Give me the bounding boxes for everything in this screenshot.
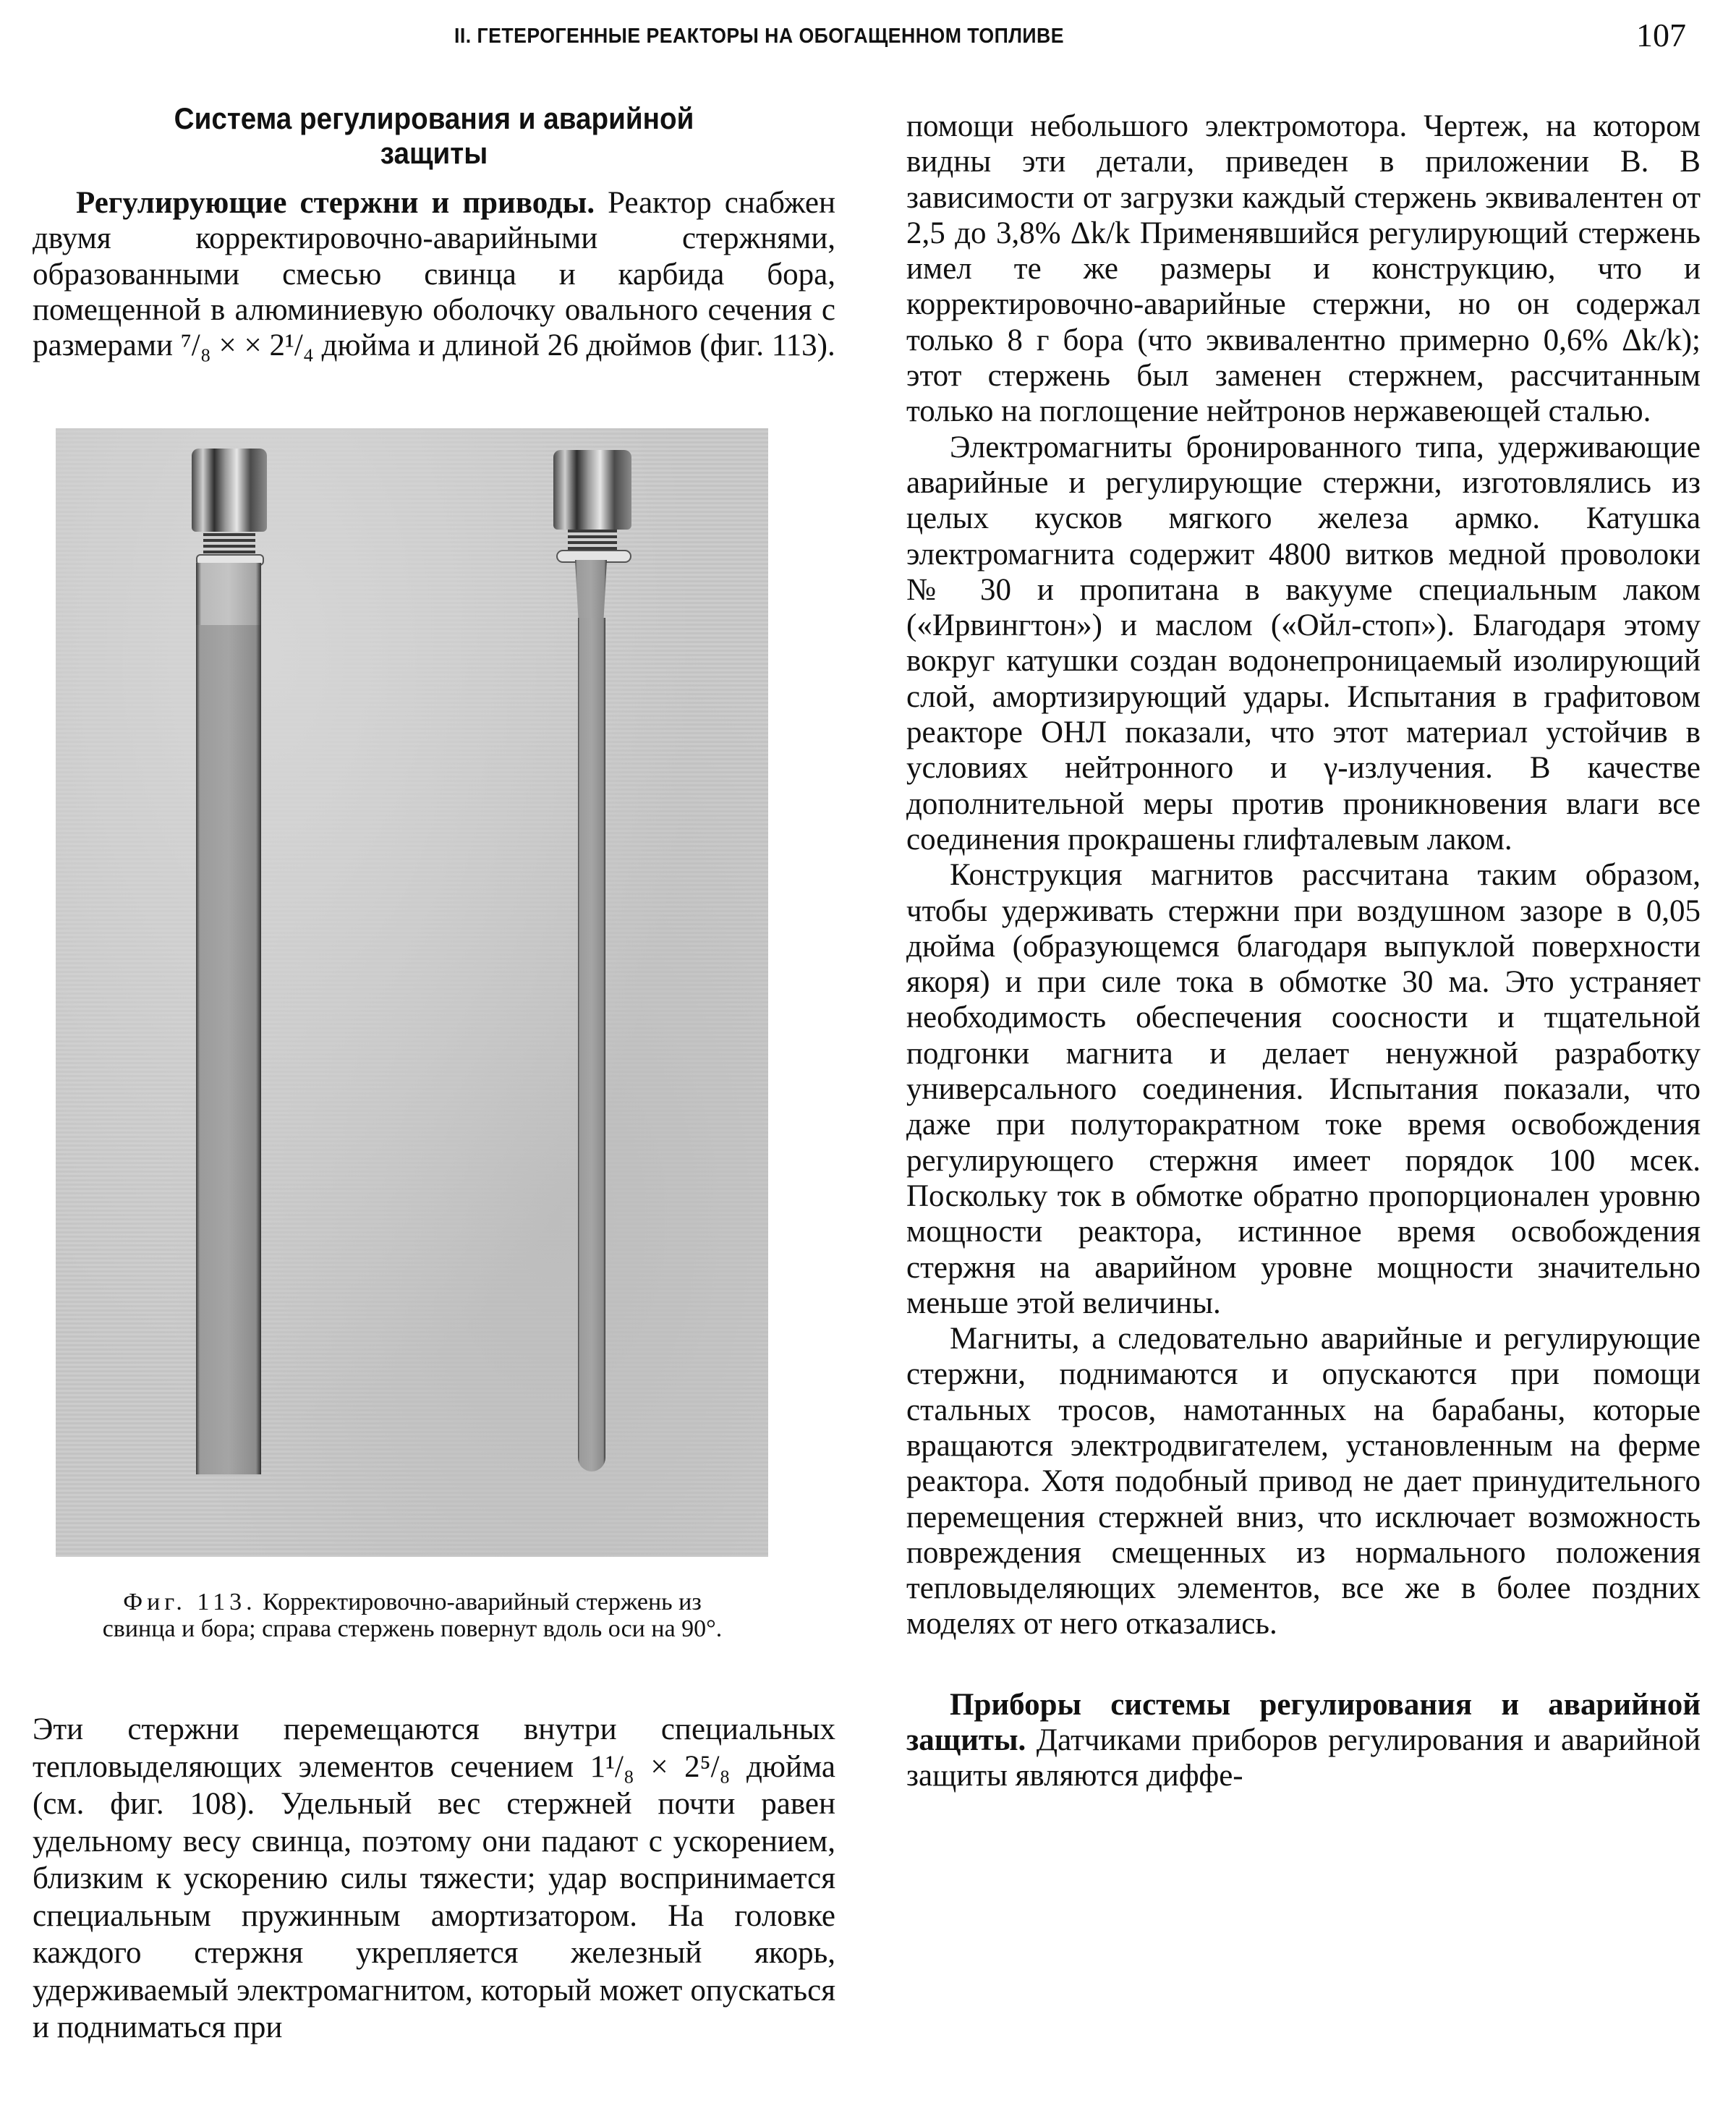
rod-left-icon xyxy=(192,449,271,1476)
figure-caption xyxy=(87,1589,738,1642)
right-column xyxy=(906,109,1701,1794)
left-column xyxy=(33,101,835,363)
paragraph-drive: Магниты, а следовательно аварийные и регулирующие стержни, поднимаются и опускаются при помощи стальных тросов, намотанных на барабаны, которые вращаются электродвигателем, установленным на ферме реактора. Хотя подобный привод не дает принудительного перемещения стержней вниз, что исключает возможность повреждения смещенных из нормального положения тепловыделяющих элементов, все же в более поздних моделях от него отказались. xyxy=(906,1322,1701,1641)
left-column-lower xyxy=(33,1711,835,2047)
figure-label: Фиг. 113. xyxy=(123,1589,257,1615)
rod-right-icon xyxy=(553,450,640,1477)
paragraph-control-rods xyxy=(33,185,835,363)
run-in-heading: Регулирующие стержни и приводы. xyxy=(76,186,595,220)
paragraph-continued: помощи небольшого электромотора. Чертеж, на котором видны эти детали, приведен в приложении В. В зависимости от загрузки каждый стержень эквивалентен от 2,5 до 3,8% Δk/k Применявшийся регулирующий стержень имел те же размеры и конструкцию, что и корректировочно-аварийные стержни, но он содержал только 8 г бора (что эквивалентно примерно 0,6% Δk/k); этот стержень был заменен стержнем, рассчитанным только на поглощение нейтронов нержавеющей сталью. xyxy=(906,109,1701,429)
paragraph-text: Реактор снабжен двумя корректировочно-аварийными стержнями, образованными смесью свинца и карбида бора, помещенной в алюминиевую оболочку овального сечения с размерами ⁷/₈ × × 2¹/₄ дюйма и длиной 26 дюймов (фиг. 113). xyxy=(33,186,836,363)
page-number: 107 xyxy=(1636,17,1686,54)
paragraph-magnet-design: Конструкция магнитов рассчитана таким образом, чтобы удерживать стержни при воздушном зазоре в 0,05 дюйма (образующемся благодаря выпуклой поверхности якоря) и при силе тока в обмотке 30 ма. Это устраняет необходимость обеспечения соосности и тщательной подгонки магнита и делает ненужной разработку универсального соединения. Испытания показали, что даже при полуторакратном токе время освобождения регулирующего стержня имеет порядок 100 мсек. Поскольку ток в обмотке обратно пропорционален уровню мощности реактора, истинное время освобождения стержня на аварийном уровне мощности значительно меньше этой величины. xyxy=(906,858,1701,1320)
section-title-line2: защиты xyxy=(380,136,488,170)
run-in-heading: Приборы системы регулирования и аварийной защиты. xyxy=(906,1687,1701,1758)
section-title xyxy=(64,101,803,171)
caption-text: Корректировочно-аварийный стержень из свинца и бора; справа стержень повернут вдоль оси на 90°. xyxy=(102,1589,723,1642)
paragraph-instruments xyxy=(906,1687,1701,1794)
paragraph-text: Датчиками приборов регулирования и аварийной защиты являются диффе- xyxy=(906,1723,1701,1793)
paragraph-electromagnets: Электромагниты бронированного типа, удерживающие аварийные и регулирующие стержни, изготовлялись из целых кусков мягкого железа армко. Катушка электромагнита содержит 4800 витков медной проволоки № 30 и пропитана в вакууме специальным лаком («Ирвингтон») и маслом («Ойл-стоп»). Благодаря этому вокруг катушки создан водонепроницаемый изолирующий слой, амортизирующий удары. Испытания в графитовом реакторе ОНЛ показали, что этот материал устойчив в условиях нейтронного и γ-излучения. В качестве дополнительной меры против проникновения влаги все соединения прокрашены глифталевым лаком. xyxy=(906,430,1701,857)
running-head: II. ГЕТЕРОГЕННЫЕ РЕАКТОРЫ НА ОБОГАЩЕННОМ ТОПЛИВЕ xyxy=(454,25,1065,48)
paragraph-rod-movement: Эти стержни перемещаются внутри специальных тепловыделяющих элементов сечением 1¹/₈ × 2⁵/₈ дюйма (см. фиг. 108). Удельный вес стержней почти равен удельному весу свинца, поэтому они падают с ускорением, близким к ускорению силы тяжести; удар воспринимается специальным пружинным амортизатором. На головке каждого стержня укрепляется железный якорь, удерживаемый электромагнитом, который может опускаться и подниматься при xyxy=(33,1712,835,2044)
section-title-line1: Система регулирования и аварийной xyxy=(174,101,694,135)
figure-113-photo xyxy=(56,428,768,1557)
